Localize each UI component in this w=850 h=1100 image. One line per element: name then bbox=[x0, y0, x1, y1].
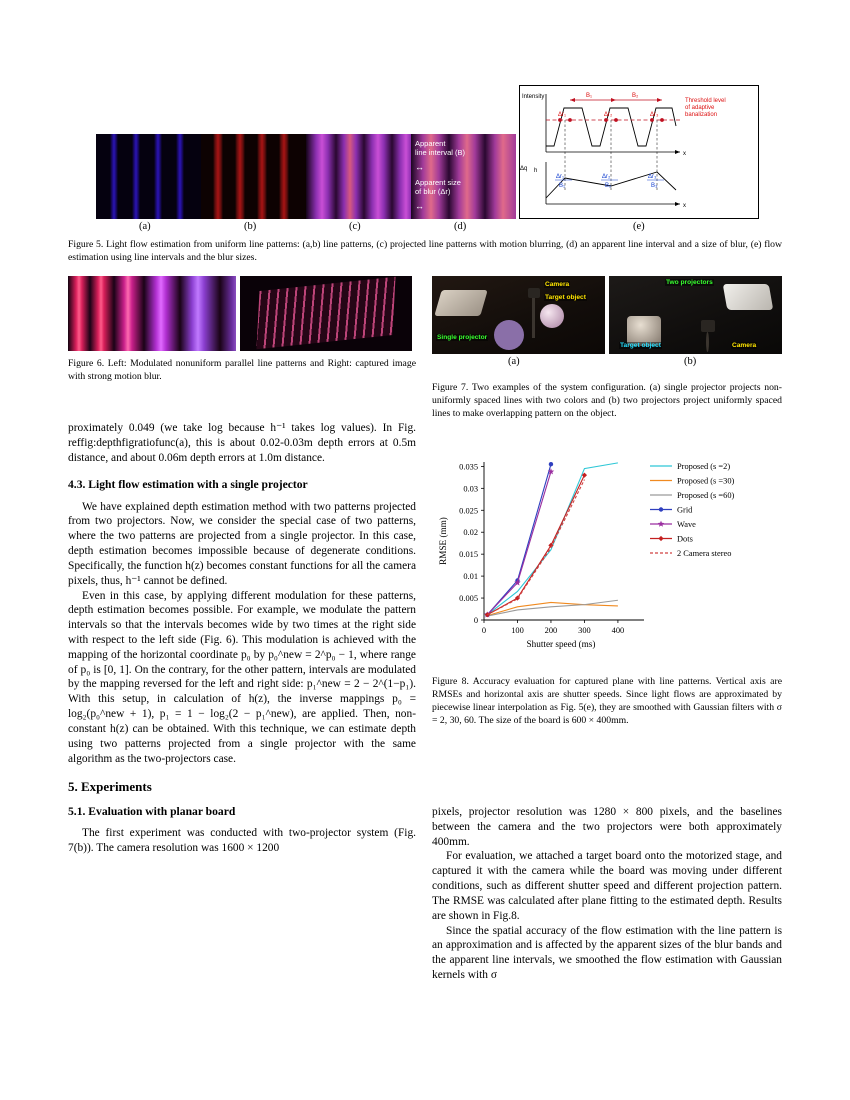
target-board-shape bbox=[434, 290, 487, 316]
y-tick-label: 0.005 bbox=[459, 594, 478, 604]
figure-6-left-image bbox=[68, 276, 236, 351]
figure-7-caption bbox=[432, 382, 782, 421]
svg-text:B₂: B₂ bbox=[632, 93, 639, 99]
svg-text:Δr₂: Δr₂ bbox=[602, 174, 611, 180]
legend-label: Grid bbox=[677, 505, 693, 515]
figure-5-panel-captions bbox=[96, 221, 759, 235]
svg-text:Δr₁: Δr₁ bbox=[558, 112, 567, 118]
y-tick-label: 0.01 bbox=[463, 572, 478, 582]
paragraph-left-3: Even in this case, by applying different modulation for these patterns, depth estimation becomes possible. For example, we modulate the pattern intervals so that the intervals becomes wide by two times at the right side with respect to the left side (Fig. 6). This modulation is achieved with the mapping of the horizontal coordinate p₀ by p₀^new = 2^p₀ − 1, where range of p₀ is [0, 1]. On the contrary, for the other pattern, intervals are modulated by the mapping reversed for the left and right side: p₁^new = 2 − 2^(1−p₁). With this setup, in calculation of h(z), the inverse mappings p₀ = log₂(p₀^new + 1), p₁ = 1 − log₂(2 − p₁^new), are applied. Then, non-constant h(z) can be obtained. With this technique, we can estimate depth using two patterns projected from a single projector with the same algorithm as the two-projectors case. bbox=[68, 589, 416, 765]
x-tick-label: 0 bbox=[481, 626, 487, 635]
legend-label: Proposed (s =30) bbox=[677, 476, 735, 486]
body-right-column bbox=[432, 805, 782, 983]
legend-label: Dots bbox=[677, 534, 693, 544]
figure-5-panel-c bbox=[306, 134, 411, 219]
svg-text:B₁: B₁ bbox=[559, 183, 566, 189]
figure-7b-annotation-target: Target object bbox=[620, 342, 661, 349]
svg-text:of adaptive: of adaptive bbox=[685, 105, 715, 111]
figure-5-label-b: (b) bbox=[244, 221, 257, 232]
x-tick-label: 100 bbox=[511, 626, 524, 635]
series-marker bbox=[549, 462, 553, 466]
line-interval-arrow-icon: ↔ bbox=[415, 161, 425, 172]
figure-6-images bbox=[68, 276, 412, 351]
paragraph-right-3: Since the spatial accuracy of the flow estimation with the line pattern is an approximation and is affected by the apparent sizes of the blur bands and the apparent line intervals, we smoothed the flow estimation with Gaussian kernels with σ bbox=[432, 924, 782, 982]
tripod-b-shape bbox=[706, 332, 709, 352]
figure-5-panel-a bbox=[96, 134, 201, 219]
figure-8-caption-text: Figure 8. Accuracy evaluation for captured plane with line patterns. Vertical axis are RMSEs and horizontal axis are shutter speeds. Since light flows are approximated by piecewise linear interpolation as Fig. 5(e), they are smoothed with Gaussian filters with σ = 2, 30, 60. The size of the board is 600 × 400mm. bbox=[432, 676, 782, 726]
svg-text:B₁: B₁ bbox=[586, 93, 593, 99]
figure-7-images bbox=[432, 276, 782, 354]
camera-b-shape bbox=[701, 320, 715, 332]
paragraph-right-2: For evaluation, we attached a target board onto the motorized stage, and captured it with the camera while the board was moving under different conditions, such as different shutter speed and different projection pattern. The RMSE was calculated after plane fitting to the estimated depth. Results are shown in Fig.8. bbox=[432, 850, 782, 922]
figure-7b-annotation-projectors: Two projectors bbox=[666, 279, 713, 286]
figure-7-label-b: (b) bbox=[684, 356, 697, 367]
figure-8-chart bbox=[432, 452, 784, 667]
legend-marker bbox=[659, 507, 663, 511]
heading-5-1: 5.1. Evaluation with planar board bbox=[68, 805, 236, 819]
figure-5-caption-text: Figure 5. Light flow estimation from uniform line patterns: (a,b) line patterns, (c) projected line patterns with motion blurring, (d) an apparent line interval and a size of blur, (e) flow estimation using line intervals and the blur sizes. bbox=[68, 239, 782, 263]
legend-label: Wave bbox=[677, 520, 696, 529]
tripod-shape bbox=[532, 298, 535, 338]
heading-4-3: 4.3. Light flow estimation with a single projector bbox=[68, 478, 308, 492]
figure-6-caption-text: Figure 6. Left: Modulated nonuniform parallel line patterns and Right: captured image with strong motion blur. bbox=[68, 358, 416, 382]
svg-text:Δq: Δq bbox=[520, 166, 528, 172]
legend-marker bbox=[658, 536, 663, 541]
apparent-line-interval-label-2: line interval (B) bbox=[415, 148, 466, 158]
figure-5-label-d: (d) bbox=[454, 221, 467, 232]
two-projectors-shape bbox=[723, 284, 774, 310]
figure-5-panel-e-diagram bbox=[520, 86, 758, 218]
figure-7a-annotation-projector: Single projector bbox=[437, 334, 488, 341]
svg-text:Δr₁: Δr₁ bbox=[556, 174, 565, 180]
camera-body-shape bbox=[528, 288, 540, 298]
figure-7b-annotation-camera: Camera bbox=[732, 342, 757, 349]
y-tick-label: 0.025 bbox=[459, 506, 478, 516]
figure-5-panel-b bbox=[201, 134, 306, 219]
y-tick-label: 0 bbox=[473, 616, 478, 625]
svg-text:B₃: B₃ bbox=[651, 183, 658, 189]
legend-label: 2 Camera stereo bbox=[677, 549, 732, 558]
rmse-vs-shutter-speed-plot bbox=[432, 452, 784, 667]
figure-7-panel-a bbox=[432, 276, 605, 354]
figure-5-panel-d-annotations bbox=[411, 134, 516, 219]
svg-text:h: h bbox=[534, 168, 538, 174]
apparent-blur-size-label-1: Apparent size bbox=[415, 177, 461, 187]
paragraph-left-4: The first experiment was conducted with two-projector system (Fig. 7(b)). The camera resolution was 1600 × 1200 bbox=[68, 827, 416, 855]
figure-5-label-a: (a) bbox=[139, 221, 151, 232]
y-axis-title: RMSE (mm) bbox=[438, 517, 448, 565]
x-tick-label: 300 bbox=[578, 626, 591, 635]
x-tick-label: 200 bbox=[544, 626, 558, 635]
svg-text:Intensity: Intensity bbox=[522, 94, 545, 100]
legend-label: Proposed (s =60) bbox=[677, 491, 735, 500]
figure-8-caption bbox=[432, 676, 782, 728]
sphere-object-shape bbox=[540, 304, 564, 328]
figure-5-image-strip bbox=[96, 134, 516, 219]
y-tick-label: 0.02 bbox=[463, 528, 478, 538]
heading-5-experiments: 5. Experiments bbox=[68, 779, 152, 795]
figure-7-panel-b bbox=[609, 276, 782, 354]
x-axis-title: Shutter speed (ms) bbox=[526, 639, 596, 649]
figure-5-label-e: (e) bbox=[633, 221, 645, 232]
figure-7a-annotation-camera: Camera bbox=[545, 281, 570, 288]
figure-7-label-a: (a) bbox=[508, 356, 520, 367]
series-line bbox=[487, 472, 551, 615]
svg-text:Δr₃: Δr₃ bbox=[650, 112, 659, 118]
svg-text:Threshold level: Threshold level bbox=[685, 98, 726, 104]
paragraph-left-2: We have explained depth estimation method with two patterns projected from two projectors. Now, we consider the special case of two patterns, where the two patterns are projected from a single projector. In this case, depth estimation becomes impossible because of degenerate conditions. Specifically, the function h(z) becomes constant functions for all the camera pixels, thus, h⁻¹ cannot be defined. bbox=[68, 500, 416, 587]
figure-7-panel-captions bbox=[432, 356, 782, 368]
svg-text:B₂: B₂ bbox=[605, 183, 612, 189]
series-line bbox=[487, 480, 584, 615]
paragraph-right-1: pixels, projector resolution was 1280 × 800 pixels, and the baselines between the camera and the two projectors were both approximately 400mm. bbox=[432, 806, 782, 848]
figure-6-right-image bbox=[240, 276, 412, 351]
figure-5-caption bbox=[68, 239, 782, 265]
svg-text:banalization: banalization bbox=[685, 112, 718, 118]
y-tick-label: 0.035 bbox=[459, 462, 478, 472]
figure-5-label-c: (c) bbox=[349, 221, 361, 232]
x-tick-label: 400 bbox=[611, 626, 625, 635]
series-line bbox=[487, 464, 551, 615]
figure-6-caption bbox=[68, 358, 416, 384]
apparent-blur-size-label-2: of blur (Δr) bbox=[415, 187, 451, 197]
body-left-column bbox=[68, 421, 416, 856]
projector-body-shape bbox=[494, 320, 524, 350]
figure-7-caption-text: Figure 7. Two examples of the system configuration. (a) single projector projects non-uniformly spaced lines with two colors and (b) two projectors project uniformly spaced lines to make overlapping pattern on the object. bbox=[432, 382, 782, 419]
y-tick-label: 0.03 bbox=[463, 484, 478, 494]
svg-text:x: x bbox=[683, 203, 686, 209]
svg-text:Δr₂: Δr₂ bbox=[604, 112, 613, 118]
figure-5-panel-d bbox=[411, 134, 516, 219]
y-tick-label: 0.015 bbox=[459, 550, 478, 560]
figure-5-panel-e bbox=[519, 85, 759, 219]
figure-7a-annotation-target: Target object bbox=[545, 294, 586, 301]
series-line bbox=[487, 475, 584, 615]
legend-label: Proposed (s =2) bbox=[677, 462, 731, 471]
legend-marker bbox=[658, 521, 664, 527]
svg-text:x: x bbox=[683, 151, 686, 157]
blur-size-arrow-icon: ↔ bbox=[415, 200, 425, 211]
apparent-line-interval-label-1: Apparent bbox=[415, 139, 446, 148]
svg-text:Δr₃: Δr₃ bbox=[648, 174, 657, 180]
paragraph-left-1: proximately 0.049 (we take log because h⁻¹ takes log values). In Fig. reffig:depthfigratiofunc(a), this is about 0.02-0.03m depth errors at 0.5m distance, and about 0.06m depth errors at 1.0m distance. bbox=[68, 422, 416, 464]
